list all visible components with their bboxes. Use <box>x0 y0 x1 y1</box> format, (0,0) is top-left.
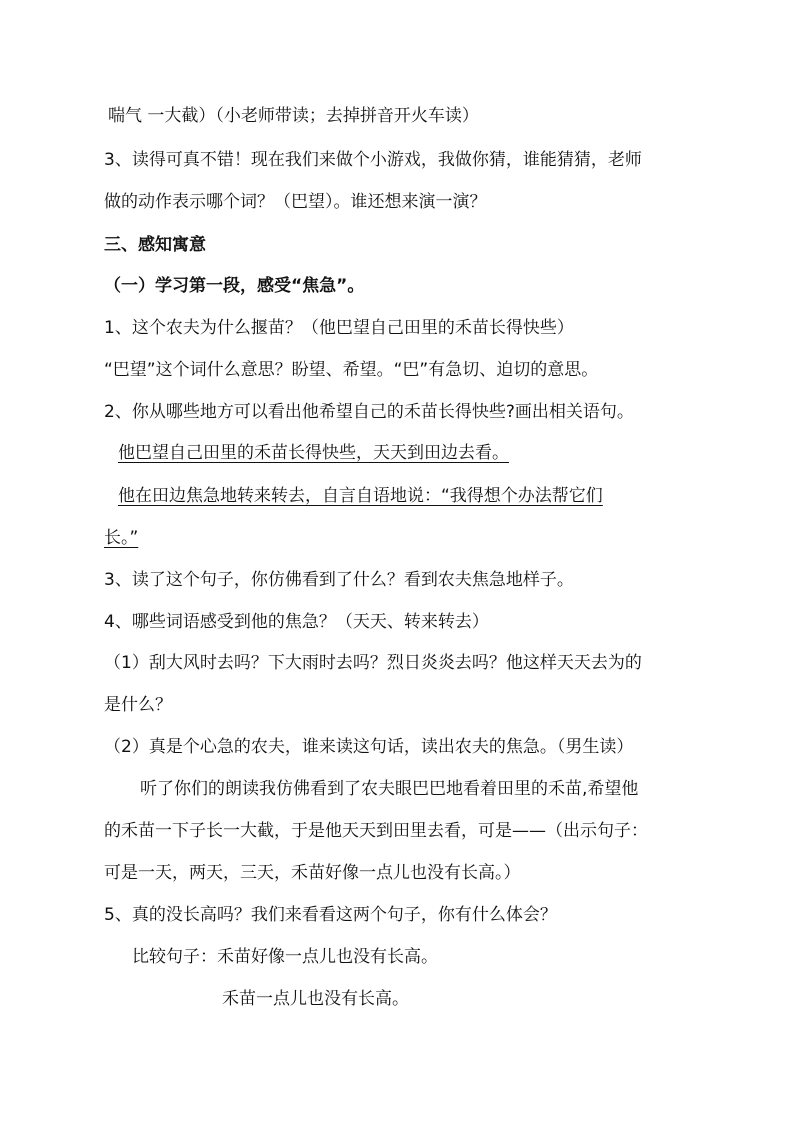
section-heading: 三、感知寓意 <box>104 235 206 255</box>
text-line-1: 喘气 一大截）（小老师带读；去掉拼音开火车读） <box>108 106 479 126</box>
text-line-19: 可是一天，两天，三天，禾苗好像一点儿也没有长高。） <box>104 863 521 883</box>
underlined-sentence-1: 他巴望自己田里的禾苗长得快些，天天到田边去看。 <box>118 443 509 463</box>
underlined-sentence-2-end: 长。” <box>104 528 139 548</box>
text-line-7: “巴望”这个词什么意思？盼望、希望。“巴”有急切、迫切的意思。 <box>104 360 599 380</box>
comparison-sentence-2: 禾苗一点儿也没有长高。 <box>222 989 409 1009</box>
text-line-17: 听了你们的朗读我仿佛看到了农夫眼巴巴地看着田里的禾苗,希望他 <box>140 779 639 799</box>
text-line-6: 1、这个农夫为什么揠苗？（他巴望自己田里的禾苗长得快些） <box>104 318 574 338</box>
text-line-14: （1）刮大风时去吗？下大雨时去吗？烈日炎炎去吗？他这样天天去为的 <box>104 653 642 673</box>
subsection-heading: （一）学习第一段，感受“焦急”。 <box>104 276 365 296</box>
text-line-3: 做的动作表示哪个词？（巴望）。谁还想来演一演？ <box>104 192 487 212</box>
text-line-20: 5、真的没长高吗？我们来看看这两个句子，你有什么体会？ <box>104 905 557 925</box>
text-line-8: 2、你从哪些地方可以看出他希望自己的禾苗长得快些?画出相关语句。 <box>104 402 634 422</box>
text-line-16: （2）真是个心急的农夫，谁来读这句话，读出农夫的焦急。（男生读） <box>104 737 634 757</box>
text-line-13: 4、哪些词语感受到他的焦急？（天天、转来转去） <box>104 612 489 632</box>
underlined-sentence-2: 他在田边焦急地转来转去，自言自语地说：“我得想个办法帮它们 <box>118 486 603 506</box>
text-line-15: 是什么？ <box>104 695 172 715</box>
text-line-2: 3、读得可真不错！现在我们来做个小游戏，我做你猜，谁能猜猜，老师 <box>104 150 642 170</box>
comparison-sentence-1: 比较句子：禾苗好像一点儿也没有长高。 <box>132 947 438 967</box>
text-line-18: 的禾苗一下子长一大截，于是他天天到田里去看，可是——（出示句子： <box>104 821 648 841</box>
text-line-12: 3、读了这个句子，你仿佛看到了什么？看到农夫焦急地样子。 <box>104 570 574 590</box>
